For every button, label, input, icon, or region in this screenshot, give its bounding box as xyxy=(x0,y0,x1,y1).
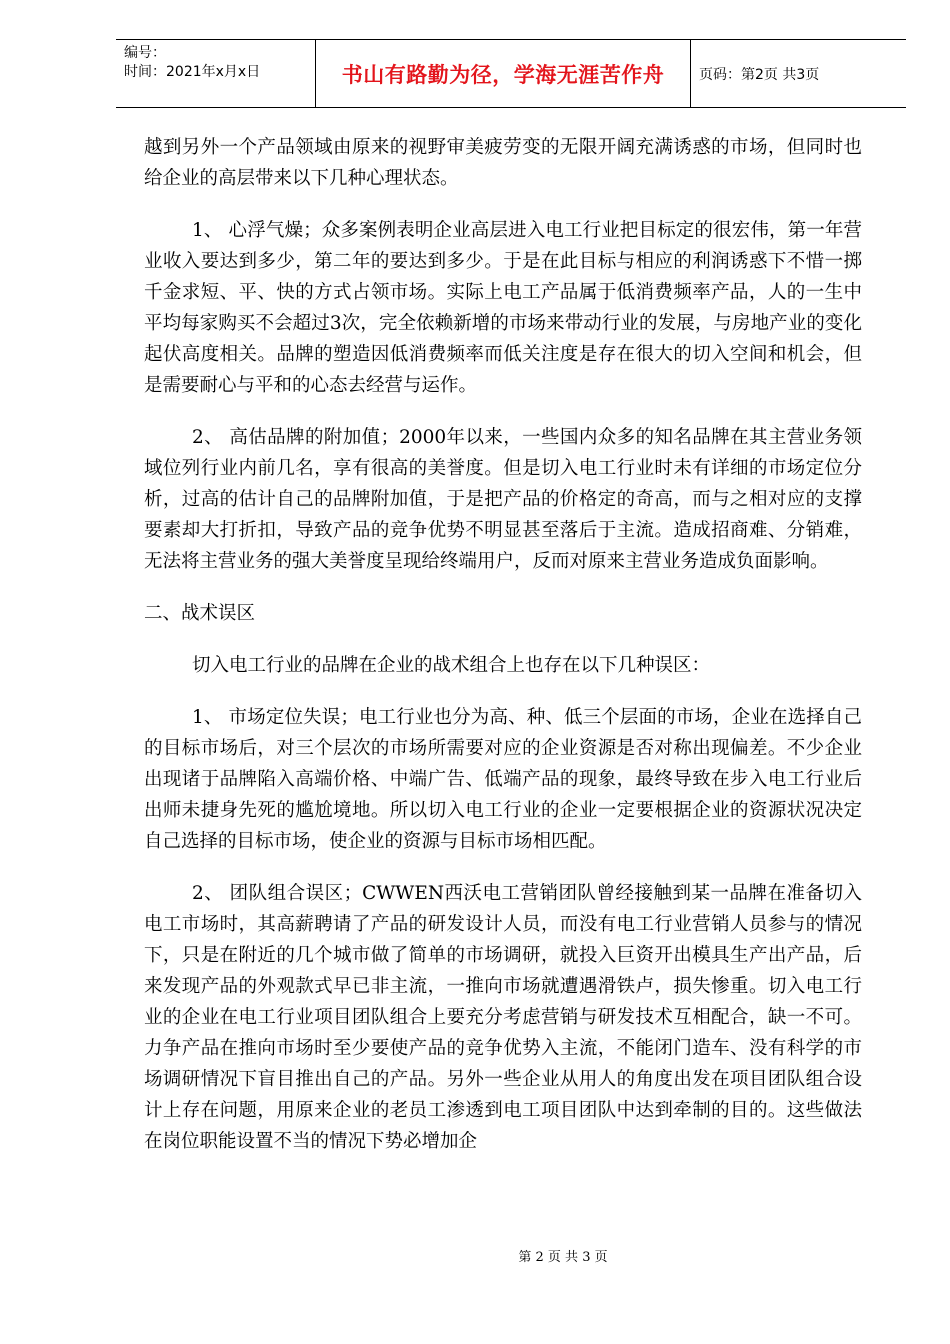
header-motto: 书山有路勤为径，学海无涯苦作舟 xyxy=(341,61,665,87)
body-paragraph: 切入电工行业的品牌在企业的战术组合上也存在以下几种误区： xyxy=(192,655,711,676)
body-paragraph: 2、 高估品牌的附加值；2000年以来，一些国内众多的知名品牌在其主营业务领域位列行业内前几名，享有很高的美誉度。但是切入电工行业时未有详细的市场定位分析，过高的估计自己的品牌附加值，于是把产品的价格定的奇高，而与之相对应的支撑要素却大打折扣，导致产品的竞争优势不明显甚至落后于主流。造成招商难、分销难，无法将主营业务的强大美誉度呈现给终端用户，反而对原来主营业务造成负面影响。 xyxy=(144,427,862,572)
document-number-label: 编号： xyxy=(124,45,166,61)
body-paragraph: 越到另外一个产品领域由原来的视野审美疲劳变的无限开阔充满诱惑的市场，但同时也给企业的高层带来以下几种心理状态。 xyxy=(144,137,862,189)
page-footer: 第 2 页 共 3 页 xyxy=(518,1250,608,1265)
header-page-number: 页码：第2页 共3页 xyxy=(699,66,820,83)
header-meta-cell xyxy=(116,40,316,107)
section-heading: 二、战术误区 xyxy=(144,603,256,624)
body-paragraph: 1、 市场定位失误；电工行业也分为高、种、低三个层面的市场，企业在选择自己的目标市场后，对三个层次的市场所需要对应的企业资源是否对称出现偏差。不少企业出现诸于品牌陷入高端价格、中端广告、低端产品的现象，最终导致在步入电工行业后出师未捷身先死的尴尬境地。所以切入电工行业的企业一定要根据企业的资源状况决定自己选择的目标市场，使企业的资源与目标市场相匹配。 xyxy=(144,707,862,852)
header-motto-cell xyxy=(316,40,691,107)
document-body xyxy=(144,132,862,1157)
document-time-label: 时间：2021年x月x日 xyxy=(124,64,261,80)
header-page-cell xyxy=(691,40,906,107)
body-paragraph: 1、 心浮气燥；众多案例表明企业高层进入电工行业把目标定的很宏伟，第一年营业收入要达到多少，第二年的要达到多少。于是在此目标与相应的利润诱惑下不惜一掷千金求短、平、快的方式占领市场。实际上电工产品属于低消费频率产品，人的一生中平均每家购买不会超过3次，完全依赖新增的市场来带动行业的发展，与房地产业的变化起伏高度相关。品牌的塑造因低消费频率而低关注度是存在很大的切入空间和机会，但是需要耐心与平和的心态去经营与运作。 xyxy=(144,220,862,396)
page-header xyxy=(116,39,906,108)
body-paragraph: 2、 团队组合误区；CWWEN西沃电工营销团队曾经接触到某一品牌在准备切入电工市场时，其高薪聘请了产品的研发设计人员，而没有电工行业营销人员参与的情况下，只是在附近的几个城市做了简单的市场调研，就投入巨资开出模具生产出产品，后来发现产品的外观款式早已非主流，一推向市场就遭遇滑铁卢，损失惨重。切入电工行业的企业在电工行业项目团队组合上要充分考虑营销与研发技术互相配合，缺一不可。力争产品在推向市场时至少要使产品的竞争优势入主流，不能闭门造车、没有科学的市场调研情况下盲目推出自己的产品。另外一些企业从用人的角度出发在项目团队组合设计上存在问题，用原来企业的老员工渗透到电工项目团队中达到牵制的目的。这些做法在岗位职能设置不当的情况下势必增加企 xyxy=(144,883,862,1152)
